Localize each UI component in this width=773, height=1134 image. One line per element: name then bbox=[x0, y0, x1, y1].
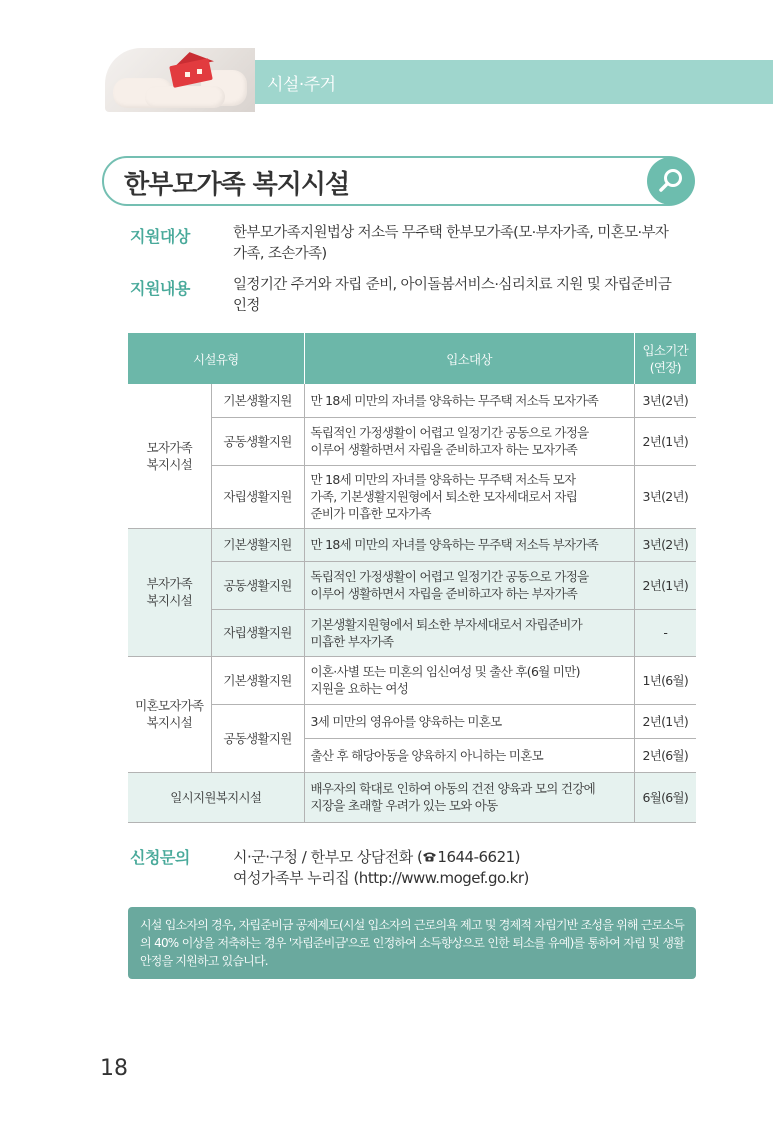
support-target-line: 한부모가족지원법상 저소득 무주택 한부모가족(모·부자가족, 미혼모·부자 bbox=[233, 225, 669, 241]
group-name bbox=[128, 656, 211, 772]
target-cell bbox=[304, 417, 634, 465]
target-line: 지장을 초래할 우려가 있는 모와 아동 bbox=[310, 798, 498, 813]
target-line: 이루어 생활하면서 자립을 준비하고자 하는 부자가족 bbox=[310, 586, 578, 601]
target-cell bbox=[304, 772, 634, 822]
target-line: 독립적인 가정생활이 어렵고 일정기간 공동으로 가정을 bbox=[310, 569, 589, 584]
header-facility-type: 시설유형 bbox=[128, 333, 304, 384]
table-row bbox=[128, 561, 696, 609]
table-row bbox=[128, 772, 696, 822]
target-line: 배우자의 학대로 인하여 아동의 건전 양육과 모의 건강에 bbox=[310, 781, 596, 796]
target-line: 이혼·사별 또는 미혼의 임신여성 및 출산 후(6월 미만) bbox=[310, 664, 580, 679]
subtype: 공동생활지원 bbox=[211, 417, 304, 465]
header-target: 입소대상 bbox=[304, 333, 634, 384]
contact-phone-number: 1644-6621) bbox=[437, 848, 521, 866]
support-content-label: 지원내용 bbox=[130, 279, 190, 298]
period-cell: 1년(6월) bbox=[634, 656, 696, 704]
period-cell: 3년(2년) bbox=[634, 384, 696, 417]
group-name-line: 부자가족 bbox=[146, 576, 192, 591]
target-cell: 만 18세 미만의 자녀를 양육하는 무주택 저소득 부자가족 bbox=[304, 528, 634, 561]
table-row bbox=[128, 656, 696, 704]
target-line: 이루어 생활하면서 자립을 준비하고자 하는 모자가족 bbox=[310, 442, 578, 457]
header-period-line: 입소기간 bbox=[642, 342, 689, 358]
subtype: 공동생활지원 bbox=[211, 561, 304, 609]
support-content-value bbox=[233, 275, 697, 317]
period-cell: 6월(6월) bbox=[634, 772, 696, 822]
period-cell: - bbox=[634, 609, 696, 656]
group-name-line: 모자가족 bbox=[146, 439, 192, 455]
support-target-line: 가족, 조손가족) bbox=[233, 246, 327, 262]
subtype: 기본생활지원 bbox=[211, 528, 304, 561]
support-target-label: 지원대상 bbox=[130, 227, 190, 246]
target-cell bbox=[304, 656, 634, 704]
target-line: 준비가 미흡한 모자가족 bbox=[310, 506, 431, 521]
target-cell bbox=[304, 609, 634, 656]
contact-phone-text: 시·군·구청 / 한부모 상담전화 ( bbox=[233, 848, 423, 866]
table-row bbox=[128, 704, 696, 738]
note-box: 시설 입소자의 경우, 자립준비금 공제제도(시설 입소자의 근로의욕 제고 및 경제적 자립기반 조성을 위해 근로소득의 40% 이상을 저축하는 경우 '자립준비금'으로 인정하여 소득향상으로 인한 퇴소를 유예)를 통하여 자립 및 생활안정을 지원하고 있습니다. bbox=[128, 907, 696, 979]
subtype: 자립생활지원 bbox=[211, 609, 304, 656]
support-content-line: 일정기간 주거와 자립 준비, 아이돌봄서비스·심리치료 지원 및 자립준비금 bbox=[233, 277, 672, 293]
group-name-line: 복지시설 bbox=[146, 715, 192, 730]
table-row bbox=[128, 417, 696, 465]
target-cell: 3세 미만의 영유아를 양육하는 미혼모 bbox=[304, 704, 634, 738]
search-button[interactable] bbox=[647, 157, 695, 205]
target-line: 미흡한 부자가족 bbox=[310, 633, 394, 649]
section-title: 시설·주거 bbox=[267, 75, 336, 95]
facility-table bbox=[128, 333, 696, 823]
period-cell: 3년(2년) bbox=[634, 528, 696, 561]
target-cell bbox=[304, 465, 634, 528]
group-name-line: 복지시설 bbox=[146, 456, 192, 472]
header-photo bbox=[105, 48, 255, 112]
table-row bbox=[128, 609, 696, 656]
period-cell: 2년(1년) bbox=[634, 704, 696, 738]
contact-website: 여성가족부 누리집 (http://www.mogef.go.kr) bbox=[233, 869, 529, 887]
table-row bbox=[128, 528, 696, 561]
table-row bbox=[128, 384, 696, 417]
subtype: 기본생활지원 bbox=[211, 656, 304, 704]
search-icon bbox=[657, 167, 685, 195]
contact-label: 신청문의 bbox=[130, 848, 190, 867]
group-name-line: 복지시설 bbox=[146, 593, 192, 608]
period-cell: 2년(6월) bbox=[634, 738, 696, 772]
target-line: 독립적인 가정생활이 어렵고 일정기간 공동으로 가정을 bbox=[310, 425, 589, 440]
group-name bbox=[128, 528, 211, 656]
group-name bbox=[128, 384, 211, 528]
period-cell: 2년(1년) bbox=[634, 417, 696, 465]
group-name-line: 미혼모자가족 bbox=[135, 698, 204, 713]
period-cell: 2년(1년) bbox=[634, 561, 696, 609]
page-title: 한부모가족 복지시설 bbox=[124, 170, 350, 200]
subtype: 공동생활지원 bbox=[211, 704, 304, 772]
target-line: 만 18세 미만의 자녀를 양육하는 무주택 저소득 모자 bbox=[310, 472, 576, 487]
group-name: 일시지원복지시설 bbox=[128, 772, 304, 822]
target-cell: 만 18세 미만의 자녀를 양육하는 무주택 저소득 모자가족 bbox=[304, 384, 634, 417]
target-line: 가족, 기본생활지원형에서 퇴소한 모자세대로서 자립 bbox=[310, 489, 578, 504]
target-line: 기본생활지원형에서 퇴소한 부자세대로서 자립준비가 bbox=[310, 616, 582, 632]
period-cell: 3년(2년) bbox=[634, 465, 696, 528]
target-cell: 출산 후 해당아동을 양육하지 아니하는 미혼모 bbox=[304, 738, 634, 772]
target-cell bbox=[304, 561, 634, 609]
target-line: 지원을 요하는 여성 bbox=[310, 681, 409, 696]
page-number: 18 bbox=[100, 1056, 128, 1081]
support-content-line: 인정 bbox=[233, 298, 260, 314]
table-row bbox=[128, 465, 696, 528]
table-header-row bbox=[128, 333, 696, 384]
header-period-line: (연장) bbox=[649, 359, 681, 375]
header-period bbox=[634, 333, 696, 384]
subtype: 자립생활지원 bbox=[211, 465, 304, 528]
support-target-value bbox=[233, 223, 697, 265]
phone-icon bbox=[422, 851, 437, 862]
subtype: 기본생활지원 bbox=[211, 384, 304, 417]
contact-phone bbox=[233, 846, 520, 867]
